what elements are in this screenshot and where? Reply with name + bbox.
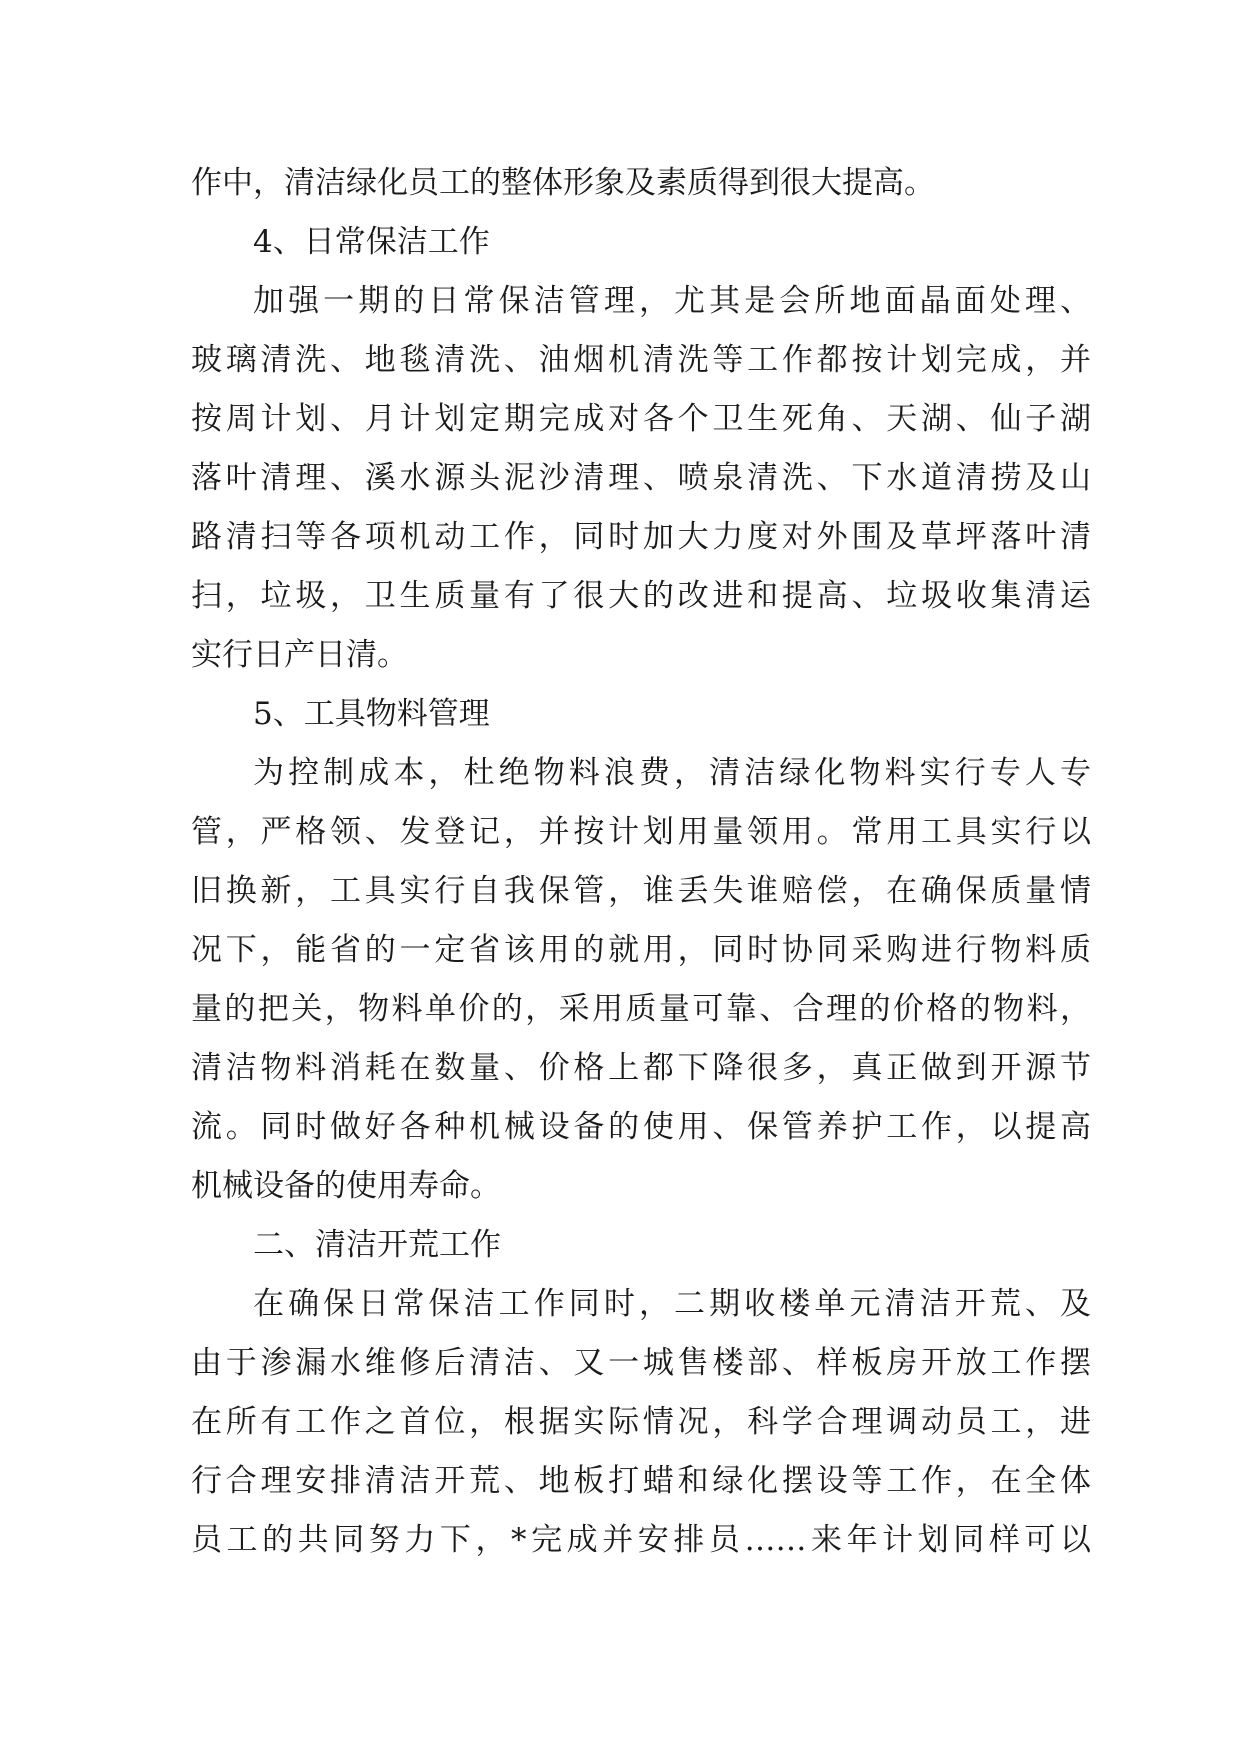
- text-line: 旧换新，工具实行自我保管，谁丢失谁赔偿，在确保质量情: [191, 873, 1091, 909]
- text-line: 加强一期的日常保洁管理，尤其是会所地面晶面处理、: [253, 283, 1091, 319]
- text-line: 由于渗漏水维修后清洁、又一城售楼部、样板房开放工作摆: [191, 1345, 1091, 1381]
- text-line: 行合理安排清洁开荒、地板打蜡和绿化摆设等工作，在全体: [191, 1463, 1091, 1499]
- text-line: 路清扫等各项机动工作，同时加大力度对外围及草坪落叶清: [191, 519, 1091, 555]
- text-line: 况下，能省的一定省该用的就用，同时协同采购进行物料质: [191, 932, 1091, 968]
- text-line: 清洁物料消耗在数量、价格上都下降很多，真正做到开源节: [191, 1050, 1091, 1086]
- text-line: 作中，清洁绿化员工的整体形象及素质得到很大提高。: [191, 165, 935, 201]
- section-heading: 二、清洁开荒工作: [253, 1227, 501, 1263]
- text-line: 管，严格领、发登记，并按计划用量领用。常用工具实行以: [191, 814, 1091, 850]
- text-line: 量的把关，物料单价的，采用质量可靠、合理的价格的物料，: [191, 991, 1091, 1027]
- section-heading: 5、工具物料管理: [253, 696, 490, 732]
- text-line: 在所有工作之首位，根据实际情况，科学合理调动员工，进: [191, 1404, 1091, 1440]
- text-line: 扫，垃圾，卫生质量有了很大的改进和提高、垃圾收集清运: [191, 578, 1091, 614]
- text-line: 按周计划、月计划定期完成对各个卫生死角、天湖、仙子湖: [191, 401, 1091, 437]
- text-line: 在确保日常保洁工作同时，二期收楼单元清洁开荒、及: [253, 1286, 1091, 1322]
- text-line: 玻璃清洗、地毯清洗、油烟机清洗等工作都按计划完成，并: [191, 342, 1091, 378]
- text-line: 员工的共同努力下，*完成并安排员……来年计划同样可以: [191, 1522, 1091, 1558]
- text-line: 为控制成本，杜绝物料浪费，清洁绿化物料实行专人专: [253, 755, 1091, 791]
- section-heading: 4、日常保洁工作: [253, 224, 490, 260]
- text-line: 落叶清理、溪水源头泥沙清理、喷泉清洗、下水道清捞及山: [191, 460, 1091, 496]
- text-line: 实行日产日清。: [191, 637, 408, 673]
- text-line: 机械设备的使用寿命。: [191, 1168, 501, 1204]
- text-line: 流。同时做好各种机械设备的使用、保管养护工作，以提高: [191, 1109, 1091, 1145]
